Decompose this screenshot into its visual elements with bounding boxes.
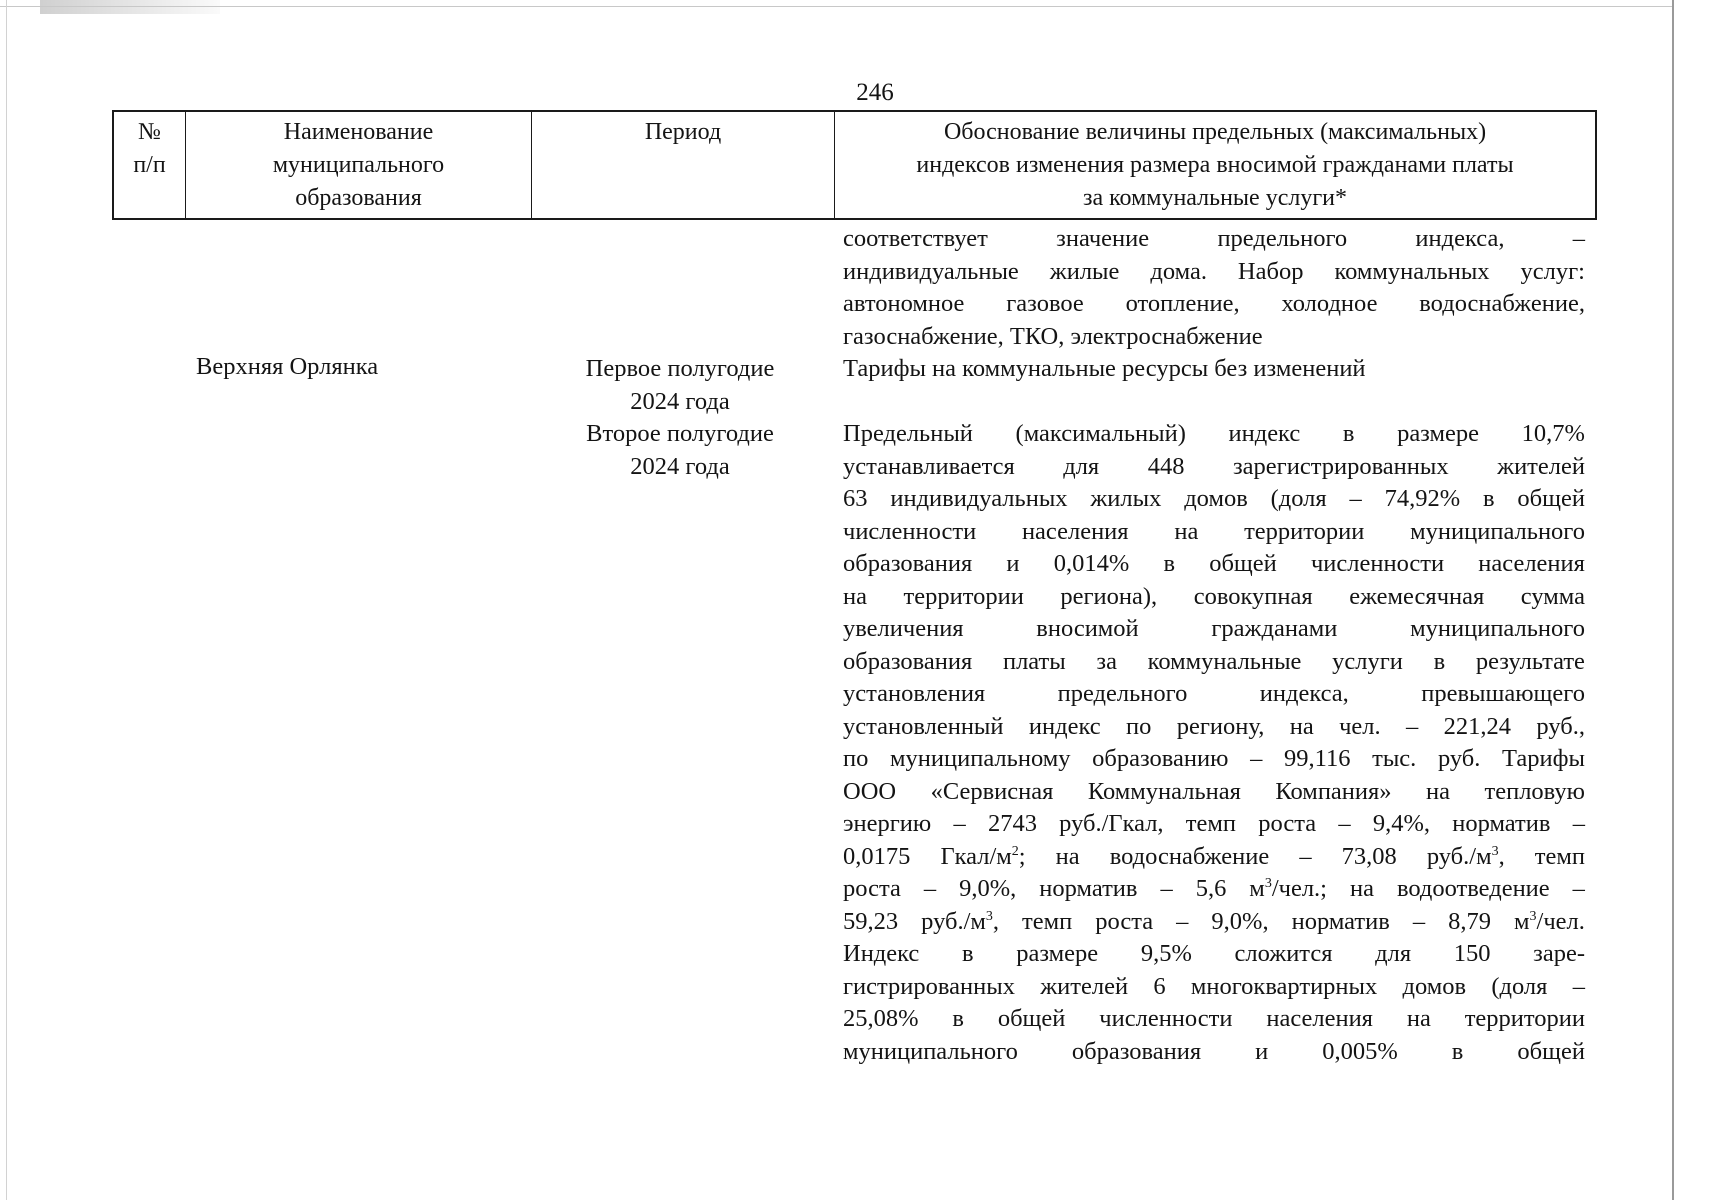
scan-edge bbox=[0, 6, 1672, 7]
text-line: индивидуальные жилые дома. Набор коммунальных услуг: bbox=[843, 257, 1585, 285]
period-first-half bbox=[550, 353, 810, 418]
header-text: индексов изменения размера вносимой гражданами платы bbox=[916, 152, 1514, 178]
header-text: № bbox=[138, 119, 161, 145]
header-text: муниципального bbox=[272, 152, 445, 178]
text-line: на территории региона), совокупная ежемесячная сумма bbox=[843, 582, 1585, 610]
header-text: за коммунальные услуги* bbox=[1082, 185, 1348, 211]
text-line: энергию – 2743 руб./Гкал, темп роста – 9,4%, норматив – bbox=[843, 810, 1585, 837]
superscript: 2 bbox=[1011, 843, 1019, 859]
text-line: автономное газовое отопление, холодное водоснабжение, bbox=[843, 290, 1585, 317]
text-line: 63 индивидуальных жилых домов (доля – 74,92% в общей bbox=[843, 485, 1585, 512]
tariffs-unchanged-text: Тарифы на коммунальные ресурсы без изменений bbox=[843, 355, 1366, 382]
text-line: газоснабжение, ТКО, электроснабжение bbox=[843, 322, 1263, 350]
text-line: 59,23 $руб./м^3$, темп роста – 9,0%, норматив – 8,79 $м^3$/чел. bbox=[843, 907, 1585, 935]
superscript: 3 bbox=[1264, 875, 1272, 891]
text-line: ООО «Сервисная Коммунальная Компания» на тепловую bbox=[843, 777, 1585, 805]
scan-artifact bbox=[40, 0, 220, 14]
text-line: гистрированных жителей 6 многоквартирных домов (доля – bbox=[843, 972, 1585, 1000]
superscript: 3 bbox=[1529, 908, 1537, 924]
text-line: соответствует значение предельного индекса, – bbox=[843, 225, 1585, 252]
text-line: 0,0175 Гкал/$м^2$; на водоснабжение – 73,08 $руб./м^3$, темп bbox=[843, 842, 1585, 870]
superscript: 3 bbox=[1491, 843, 1499, 859]
header-text: п/п bbox=[133, 152, 166, 178]
period-text: Первое полугодие bbox=[585, 355, 775, 382]
text-line: установления предельного индекса, превышающего bbox=[843, 680, 1585, 707]
text-line: муниципального образования и 0,005% в общей bbox=[843, 1037, 1585, 1065]
text-line: по муниципальному образованию – 99,116 тыс. руб. Тарифы bbox=[843, 745, 1585, 772]
text-line: Предельный (максимальный) индекс в размере 10,7% bbox=[843, 420, 1585, 447]
continued-paragraph bbox=[843, 223, 1585, 353]
text-line: установленный индекс по региону, на чел. – 221,24 руб., bbox=[843, 712, 1585, 740]
header-justification-column bbox=[835, 112, 1595, 218]
text-line: роста – 9,0%, норматив – 5,6 $м^3$/чел.; на водоотведение – bbox=[843, 875, 1585, 902]
text-line: увеличения вносимой гражданами муниципального bbox=[843, 615, 1585, 642]
period-text: 2024 года bbox=[630, 452, 730, 480]
text-line: образования платы за коммунальные услуги в результате bbox=[843, 647, 1585, 675]
text-line: численности населения на территории муниципального bbox=[843, 517, 1585, 545]
header-text: Период bbox=[644, 119, 722, 145]
period-text: 2024 года bbox=[630, 387, 730, 415]
header-text: Обоснование величины предельных (максимальных) bbox=[943, 119, 1487, 145]
period-text: Второе полугодие bbox=[586, 420, 774, 447]
header-number-column bbox=[114, 112, 186, 218]
table-header bbox=[112, 110, 1597, 220]
page-number: 246 bbox=[856, 79, 894, 106]
superscript: 3 bbox=[985, 908, 993, 924]
scan-edge bbox=[1672, 0, 1674, 1200]
municipality-name: Верхняя Орлянка bbox=[196, 353, 379, 380]
text-line: образования и 0,014% в общей численности населения bbox=[843, 550, 1585, 577]
header-text: образования bbox=[295, 185, 422, 211]
header-text: Наименование bbox=[283, 119, 434, 145]
period-second-half bbox=[550, 418, 810, 483]
scan-edge bbox=[6, 0, 7, 1200]
header-municipality-column bbox=[186, 112, 532, 218]
text-line: устанавливается для 448 зарегистрированных жителей bbox=[843, 452, 1585, 480]
max-index-paragraph bbox=[843, 418, 1585, 1068]
text-line: 25,08% в общей численности населения на территории bbox=[843, 1005, 1585, 1032]
header-period-column bbox=[532, 112, 835, 218]
text-line: Индекс в размере 9,5% сложится для 150 заре- bbox=[843, 940, 1585, 967]
